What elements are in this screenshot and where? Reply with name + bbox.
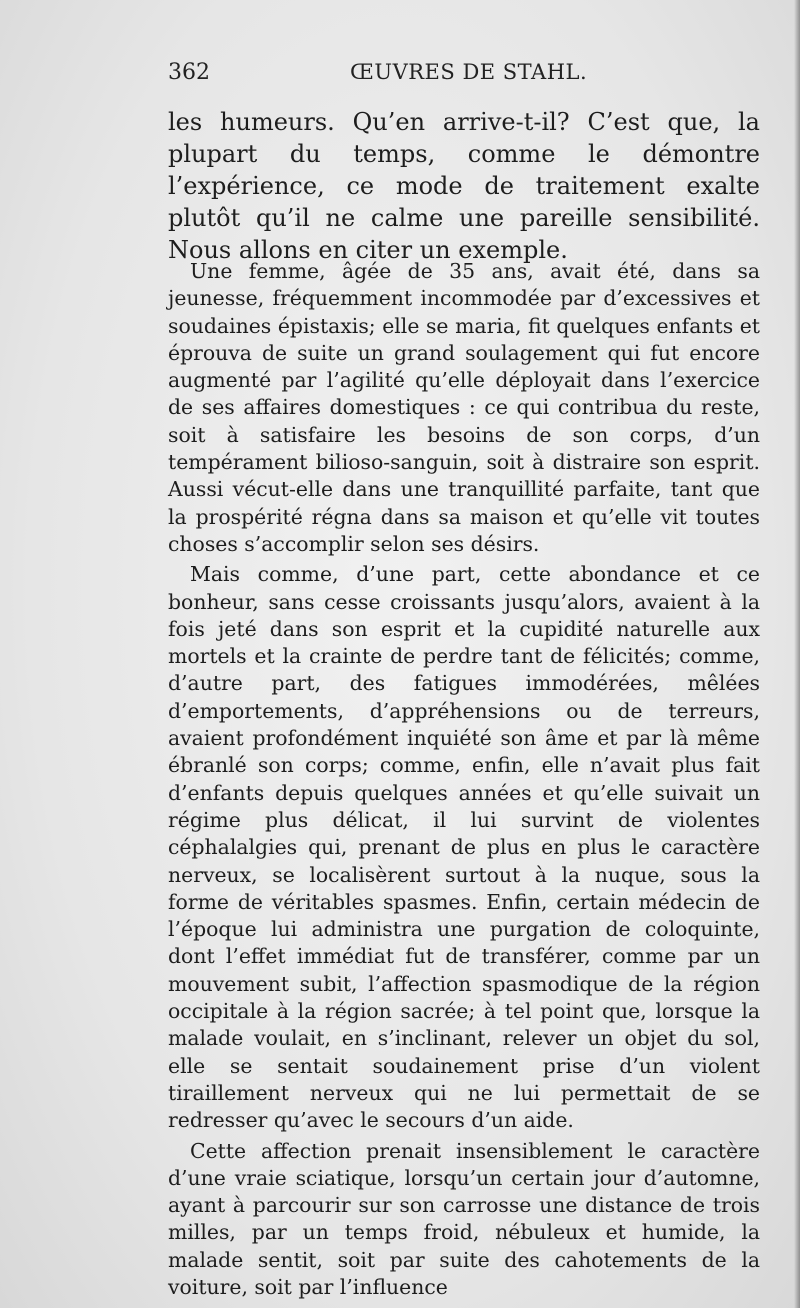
body-text-block bbox=[168, 258, 760, 1301]
paragraph: Une femme, âgée de 35 ans, avait été, dans sa jeunesse, fréquemment incommodée par d’excessives et soudaines épistaxis; elle se maria, fit quelques enfants et éprouva de suite un grand soulagement qui fut encore augmenté par l’agilité qu’elle déployait dans l’exercice de ses affaires domestiques : ce qui contribua du reste, soit à satisfaire les besoins de son corps, d’un tempérament bilioso-sanguin, soit à distraire son esprit. Aussi vécut-elle dans une tranquillité parfaite, tant que la prospérité régna dans sa maison et qu’elle vit toutes choses s’accomplir selon ses désirs. bbox=[168, 259, 760, 556]
paragraph: Cette affection prenait insensiblement le caractère d’une vraie sciatique, lorsqu’un certain jour d’automne, ayant à parcourir sur son carrosse une distance de trois milles, par un temps froid, nébuleux et humide, la malade sentit, soit par suite des cahotements de la voiture, soit par l’influence bbox=[168, 1138, 760, 1299]
intro-text-block bbox=[168, 106, 760, 266]
page-header bbox=[168, 60, 758, 94]
page-edge-shadow bbox=[794, 0, 800, 1308]
page-number: 362 bbox=[168, 60, 210, 85]
intro-paragraph: les humeurs. Qu’en arrive-t-il? C’est que, la plupart du temps, comme le démontre l’expérience, ce mode de traitement exalte plutôt qu’il ne calme une pareille sensibilité. Nous allons en citer un exemple. bbox=[168, 108, 760, 264]
paragraph: Mais comme, d’une part, cette abondance et ce bonheur, sans cesse croissants jusqu’alors, avaient à la fois jeté dans son esprit et la cupidité naturelle aux mortels et la crainte de perdre tant de félicités; comme, d’autre part, des fatigues immodérées, mêlées d’emportements, d’appréhensions ou de terreurs, avaient profondément inquiété son âme et par là même ébranlé son corps; comme, enfin, elle n’avait plus fait d’enfants depuis quelques années et qu’elle suivait un régime plus délicat, il lui survint de violentes céphalalgies qui, prenant de plus en plus le caractère nerveux, se localisèrent surtout à la nuque, sous la forme de véritables spasmes. Enfin, certain médecin de l’époque lui administra une purgation de coloquinte, dont l’effet immédiat fut de transférer, comme par un mouvement subit, l’affection spasmodique de la région occipitale à la région sacrée; à tel point que, lorsque la malade voulait, en s’inclinant, relever un objet du sol, elle se sentait soudainement prise d’un violent tiraillement nerveux qui ne lui permettait de se redresser qu’avec le secours d’un aide. bbox=[168, 562, 760, 1133]
running-title: ŒUVRES DE STAHL. bbox=[350, 60, 588, 84]
